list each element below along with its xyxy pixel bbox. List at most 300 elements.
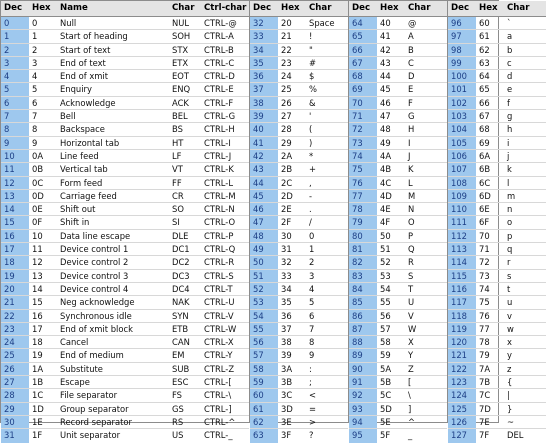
dec-cell: 54 bbox=[250, 310, 278, 322]
ctrl-char-cell: CTRL-G bbox=[204, 111, 236, 122]
char-cell: DC3 bbox=[172, 270, 190, 281]
char-cell: k bbox=[507, 164, 512, 175]
name-cell: Data line escape bbox=[60, 230, 131, 241]
table-row bbox=[448, 429, 546, 442]
hex-cell: 22 bbox=[281, 44, 292, 55]
char-cell: 6 bbox=[309, 310, 315, 321]
table-row bbox=[349, 97, 447, 110]
dec-cell: 77 bbox=[349, 190, 377, 202]
hex-cell: 52 bbox=[380, 257, 391, 268]
char-cell: N bbox=[408, 204, 415, 215]
hex-cell: 48 bbox=[380, 124, 391, 135]
dec-cell: 25 bbox=[1, 349, 29, 361]
char-cell: { bbox=[507, 377, 513, 388]
dec-cell: 109 bbox=[448, 190, 476, 202]
table-row bbox=[349, 57, 447, 70]
hex-cell: 7A bbox=[479, 363, 491, 374]
hex-cell: 2A bbox=[281, 150, 293, 161]
ctrl-char-cell: CTRL-P bbox=[204, 230, 234, 241]
header-dec: Dec bbox=[250, 1, 278, 16]
table-row bbox=[1, 137, 249, 150]
hex-cell: 6B bbox=[479, 164, 491, 175]
char-cell: O bbox=[408, 217, 415, 228]
hex-cell: 0F bbox=[32, 217, 43, 228]
header-dec: Dec bbox=[349, 1, 377, 16]
hex-cell: 46 bbox=[380, 97, 391, 108]
dec-cell: 102 bbox=[448, 97, 476, 109]
header-hex: Hex bbox=[32, 3, 51, 13]
name-cell: Device control 4 bbox=[60, 283, 129, 294]
hex-cell: 6C bbox=[479, 177, 491, 188]
ctrl-char-cell: CTRL-E bbox=[204, 84, 234, 95]
char-cell: SOH bbox=[172, 31, 191, 42]
table-row bbox=[448, 44, 546, 57]
table-row bbox=[250, 349, 348, 362]
table-row bbox=[448, 283, 546, 296]
char-cell: 0 bbox=[309, 230, 315, 241]
hex-cell: 32 bbox=[281, 257, 292, 268]
hex-cell: 58 bbox=[380, 337, 391, 348]
name-cell: Horizontal tab bbox=[60, 137, 120, 148]
hex-cell: 38 bbox=[281, 337, 292, 348]
name-cell: Null bbox=[60, 18, 77, 28]
char-cell: 8 bbox=[309, 337, 315, 348]
dec-cell: 96 bbox=[448, 17, 476, 29]
dec-cell: 66 bbox=[349, 44, 377, 56]
hex-cell: 15 bbox=[32, 297, 43, 308]
table-header bbox=[349, 1, 447, 17]
char-cell: q bbox=[507, 244, 513, 255]
hex-cell: 50 bbox=[380, 230, 391, 241]
char-cell: LF bbox=[172, 150, 182, 161]
char-cell: y bbox=[507, 350, 512, 361]
hex-cell: 23 bbox=[281, 57, 292, 68]
hex-cell: 6E bbox=[479, 204, 490, 215]
table-row bbox=[448, 123, 546, 136]
ctrl-char-cell: CTRL-J bbox=[204, 150, 232, 161]
dec-cell: 113 bbox=[448, 243, 476, 255]
hex-cell: 25 bbox=[281, 84, 292, 95]
char-cell: CAN bbox=[172, 337, 190, 348]
char-cell: G bbox=[408, 111, 415, 122]
name-cell: End of xmit bbox=[60, 71, 109, 82]
table-row bbox=[250, 137, 348, 150]
ctrl-char-cell: CTRL-H bbox=[204, 124, 235, 135]
table-row bbox=[1, 376, 249, 389]
table-row bbox=[250, 70, 348, 83]
hex-cell: 6A bbox=[479, 150, 491, 161]
hex-cell: 5A bbox=[380, 363, 392, 374]
header-char: Char bbox=[172, 3, 195, 13]
dec-cell: 92 bbox=[349, 389, 377, 401]
dec-cell: 60 bbox=[250, 389, 278, 401]
table-row bbox=[1, 123, 249, 136]
hex-cell: 61 bbox=[479, 31, 490, 42]
table-header bbox=[1, 1, 249, 17]
dec-cell: 73 bbox=[349, 137, 377, 149]
table-row bbox=[448, 243, 546, 256]
char-cell: S bbox=[408, 270, 414, 281]
dec-cell: 57 bbox=[250, 349, 278, 361]
ctrl-char-cell: CTRL-W bbox=[204, 323, 237, 334]
table-row bbox=[349, 70, 447, 83]
hex-cell: 67 bbox=[479, 111, 490, 122]
table-row bbox=[349, 349, 447, 362]
char-cell: DEL bbox=[507, 430, 524, 441]
table-row bbox=[448, 150, 546, 163]
table-row bbox=[349, 270, 447, 283]
dec-cell: 63 bbox=[250, 429, 278, 442]
char-cell: i bbox=[507, 137, 510, 148]
char-cell: Space bbox=[309, 18, 335, 28]
dec-cell: 126 bbox=[448, 416, 476, 428]
dec-cell: 40 bbox=[250, 123, 278, 135]
char-cell: o bbox=[507, 217, 513, 228]
dec-cell: 80 bbox=[349, 230, 377, 242]
char-cell: ; bbox=[309, 377, 312, 388]
name-cell: Neg acknowledge bbox=[60, 297, 135, 308]
dec-cell: 1 bbox=[1, 30, 29, 42]
char-cell: EM bbox=[172, 350, 185, 361]
table-row bbox=[448, 310, 546, 323]
char-cell: J bbox=[408, 150, 411, 161]
dec-cell: 69 bbox=[349, 83, 377, 95]
table-row bbox=[448, 203, 546, 216]
table-row bbox=[349, 403, 447, 416]
hex-cell: 68 bbox=[479, 124, 490, 135]
hex-cell: 75 bbox=[479, 297, 490, 308]
hex-cell: 3C bbox=[281, 390, 293, 401]
name-cell: Substitute bbox=[60, 363, 103, 374]
dec-cell: 10 bbox=[1, 150, 29, 162]
table-row bbox=[250, 416, 348, 429]
table-row bbox=[1, 349, 249, 362]
table-row bbox=[250, 177, 348, 190]
hex-cell: 49 bbox=[380, 137, 391, 148]
char-cell: T bbox=[408, 283, 414, 294]
char-cell: . bbox=[309, 204, 312, 215]
hex-cell: 12 bbox=[32, 257, 43, 268]
table-row bbox=[1, 190, 249, 203]
table-row bbox=[448, 416, 546, 429]
char-cell: = bbox=[309, 403, 317, 414]
char-cell: ^ bbox=[408, 416, 416, 427]
char-cell: w bbox=[507, 323, 514, 334]
dec-cell: 107 bbox=[448, 163, 476, 175]
char-cell: CR bbox=[172, 190, 184, 201]
header-dec: Dec bbox=[448, 1, 476, 16]
dec-cell: 110 bbox=[448, 203, 476, 215]
char-cell: SUB bbox=[172, 363, 190, 374]
dec-cell: 100 bbox=[448, 70, 476, 82]
char-cell: b bbox=[507, 44, 513, 55]
table-row bbox=[1, 70, 249, 83]
char-cell: STX bbox=[172, 44, 189, 55]
dec-cell: 19 bbox=[1, 270, 29, 282]
header-hex: Hex bbox=[380, 3, 399, 13]
char-cell: VT bbox=[172, 164, 183, 175]
ctrl-char-cell: CTRL-K bbox=[204, 164, 234, 175]
printable-chars-block-1 bbox=[250, 1, 349, 441]
char-cell: V bbox=[408, 310, 414, 321]
char-cell: & bbox=[309, 97, 316, 108]
hex-cell: 1 bbox=[32, 31, 38, 42]
char-cell: US bbox=[172, 430, 184, 441]
hex-cell: 5B bbox=[380, 377, 392, 388]
ctrl-char-cell: CTRL-S bbox=[204, 270, 234, 281]
dec-cell: 72 bbox=[349, 123, 377, 135]
dec-cell: 52 bbox=[250, 283, 278, 295]
hex-cell: 27 bbox=[281, 111, 292, 122]
dec-cell: 15 bbox=[1, 216, 29, 228]
hex-cell: 55 bbox=[380, 297, 391, 308]
dec-cell: 108 bbox=[448, 177, 476, 189]
dec-cell: 21 bbox=[1, 296, 29, 308]
table-row bbox=[349, 363, 447, 376]
hex-cell: 36 bbox=[281, 310, 292, 321]
char-cell: * bbox=[309, 150, 314, 161]
hex-cell: 71 bbox=[479, 244, 490, 255]
dec-cell: 97 bbox=[448, 30, 476, 42]
char-cell: f bbox=[507, 97, 510, 108]
hex-cell: 2E bbox=[281, 204, 292, 215]
hex-cell: 63 bbox=[479, 57, 490, 68]
table-row bbox=[250, 310, 348, 323]
dec-cell: 67 bbox=[349, 57, 377, 69]
hex-cell: 7D bbox=[479, 403, 491, 414]
table-row bbox=[349, 150, 447, 163]
char-cell: SYN bbox=[172, 310, 189, 321]
ctrl-char-cell: CTRL-F bbox=[204, 97, 234, 108]
table-row bbox=[250, 403, 348, 416]
char-cell: DC2 bbox=[172, 257, 190, 268]
char-cell: D bbox=[408, 71, 415, 82]
table-row bbox=[349, 83, 447, 96]
name-cell: File separator bbox=[60, 390, 118, 401]
dec-cell: 58 bbox=[250, 363, 278, 375]
hex-cell: 51 bbox=[380, 244, 391, 255]
char-cell: B bbox=[408, 44, 414, 55]
table-row bbox=[349, 243, 447, 256]
table-row bbox=[250, 216, 348, 229]
char-cell: p bbox=[507, 230, 513, 241]
name-cell: Vertical tab bbox=[60, 164, 108, 175]
dec-cell: 28 bbox=[1, 389, 29, 401]
hex-cell: 17 bbox=[32, 323, 43, 334]
name-cell: Unit separator bbox=[60, 430, 121, 441]
table-row bbox=[250, 57, 348, 70]
hex-cell: 45 bbox=[380, 84, 391, 95]
hex-cell: 7B bbox=[479, 377, 491, 388]
dec-cell: 51 bbox=[250, 270, 278, 282]
table-row bbox=[1, 177, 249, 190]
char-cell: ) bbox=[309, 137, 313, 148]
dec-cell: 48 bbox=[250, 230, 278, 242]
dec-cell: 55 bbox=[250, 323, 278, 335]
table-row bbox=[250, 30, 348, 43]
table-row bbox=[250, 336, 348, 349]
hex-cell: 59 bbox=[380, 350, 391, 361]
table-row bbox=[448, 389, 546, 402]
table-row bbox=[448, 270, 546, 283]
char-cell: # bbox=[309, 57, 317, 68]
name-cell: End of medium bbox=[60, 350, 124, 361]
table-row bbox=[448, 110, 546, 123]
hex-cell: 0B bbox=[32, 164, 44, 175]
dec-cell: 6 bbox=[1, 97, 29, 109]
char-cell: : bbox=[309, 363, 312, 374]
char-cell: s bbox=[507, 270, 512, 281]
name-cell: Start of heading bbox=[60, 31, 128, 42]
table-row bbox=[250, 150, 348, 163]
hex-cell: 1B bbox=[32, 377, 44, 388]
hex-cell: 0D bbox=[32, 190, 44, 201]
dec-cell: 61 bbox=[250, 403, 278, 415]
char-cell: r bbox=[507, 257, 511, 268]
char-cell: g bbox=[507, 111, 513, 122]
dec-cell: 26 bbox=[1, 363, 29, 375]
char-cell: t bbox=[507, 283, 511, 294]
ctrl-char-cell: CTRL-_ bbox=[204, 430, 233, 441]
hex-cell: 3D bbox=[281, 403, 293, 414]
table-row bbox=[250, 270, 348, 283]
hex-cell: 4C bbox=[380, 177, 392, 188]
table-row bbox=[250, 44, 348, 57]
dec-cell: 124 bbox=[448, 389, 476, 401]
ctrl-char-cell: CTRL-R bbox=[204, 257, 235, 268]
hex-cell: 3A bbox=[281, 363, 293, 374]
table-row bbox=[1, 57, 249, 70]
dec-cell: 45 bbox=[250, 190, 278, 202]
char-cell: 9 bbox=[309, 350, 315, 361]
table-row bbox=[250, 296, 348, 309]
table-row bbox=[1, 323, 249, 336]
hex-cell: 2 bbox=[32, 44, 38, 55]
dec-cell: 104 bbox=[448, 123, 476, 135]
dec-cell: 65 bbox=[349, 30, 377, 42]
table-header bbox=[250, 1, 348, 17]
hex-cell: 6 bbox=[32, 97, 38, 108]
hex-cell: 4E bbox=[380, 204, 391, 215]
table-row bbox=[349, 296, 447, 309]
char-cell: } bbox=[507, 403, 513, 414]
dec-cell: 64 bbox=[349, 17, 377, 29]
hex-cell: 7E bbox=[479, 416, 490, 427]
table-row bbox=[448, 177, 546, 190]
table-row bbox=[250, 203, 348, 216]
char-cell: % bbox=[309, 84, 317, 95]
char-cell: R bbox=[408, 257, 414, 268]
char-cell: z bbox=[507, 363, 512, 374]
dec-cell: 120 bbox=[448, 336, 476, 348]
char-cell: + bbox=[309, 164, 317, 175]
header-name: Name bbox=[60, 3, 88, 13]
dec-cell: 88 bbox=[349, 336, 377, 348]
hex-cell: 5E bbox=[380, 416, 391, 427]
hex-cell: 18 bbox=[32, 337, 43, 348]
char-cell: 2 bbox=[309, 257, 315, 268]
dec-cell: 11 bbox=[1, 163, 29, 175]
dec-cell: 14 bbox=[1, 203, 29, 215]
dec-cell: 46 bbox=[250, 203, 278, 215]
dec-cell: 31 bbox=[1, 429, 29, 442]
ctrl-char-cell: CTRL-\ bbox=[204, 390, 232, 401]
dec-cell: 41 bbox=[250, 137, 278, 149]
dec-cell: 7 bbox=[1, 110, 29, 122]
hex-cell: 5F bbox=[380, 430, 391, 441]
hex-cell: 72 bbox=[479, 257, 490, 268]
dec-cell: 103 bbox=[448, 110, 476, 122]
hex-cell: 14 bbox=[32, 283, 43, 294]
dec-cell: 18 bbox=[1, 256, 29, 268]
table-row bbox=[1, 363, 249, 376]
dec-cell: 37 bbox=[250, 83, 278, 95]
ctrl-char-cell: CTRL-M bbox=[204, 190, 236, 201]
hex-cell: 1E bbox=[32, 416, 43, 427]
dec-cell: 44 bbox=[250, 177, 278, 189]
dec-cell: 118 bbox=[448, 310, 476, 322]
dec-cell: 76 bbox=[349, 177, 377, 189]
char-cell: v bbox=[507, 310, 512, 321]
hex-cell: 43 bbox=[380, 57, 391, 68]
name-cell: Backspace bbox=[60, 124, 105, 135]
dec-cell: 105 bbox=[448, 137, 476, 149]
table-row bbox=[349, 323, 447, 336]
dec-cell: 125 bbox=[448, 403, 476, 415]
hex-cell: 2F bbox=[281, 217, 292, 228]
dec-cell: 106 bbox=[448, 150, 476, 162]
hex-cell: 44 bbox=[380, 71, 391, 82]
dec-cell: 85 bbox=[349, 296, 377, 308]
hex-cell: 56 bbox=[380, 310, 391, 321]
char-cell: W bbox=[408, 323, 417, 334]
char-cell: Z bbox=[408, 363, 414, 374]
hex-cell: 1D bbox=[32, 403, 44, 414]
char-cell: ? bbox=[309, 430, 314, 441]
dec-cell: 22 bbox=[1, 310, 29, 322]
header-char: Char bbox=[507, 3, 530, 13]
char-cell: FF bbox=[172, 177, 182, 188]
table-row bbox=[349, 256, 447, 269]
ctrl-char-cell: CTRL-T bbox=[204, 283, 233, 294]
char-cell: 4 bbox=[309, 283, 315, 294]
char-cell: SI bbox=[172, 217, 180, 228]
dec-cell: 122 bbox=[448, 363, 476, 375]
table-row bbox=[1, 256, 249, 269]
hex-cell: 4 bbox=[32, 71, 38, 82]
char-cell: DC4 bbox=[172, 283, 190, 294]
table-row bbox=[349, 283, 447, 296]
dec-cell: 117 bbox=[448, 296, 476, 308]
hex-cell: 73 bbox=[479, 270, 490, 281]
char-cell: ] bbox=[408, 403, 412, 414]
dec-cell: 114 bbox=[448, 256, 476, 268]
hex-cell: 69 bbox=[479, 137, 490, 148]
hex-cell: 40 bbox=[380, 18, 391, 28]
name-cell: Shift in bbox=[60, 217, 90, 228]
hex-cell: 77 bbox=[479, 323, 490, 334]
hex-cell: 7 bbox=[32, 111, 38, 122]
char-cell: < bbox=[309, 390, 317, 401]
ctrl-char-cell: CTRL-^ bbox=[204, 416, 236, 427]
ctrl-char-cell: CTRL-D bbox=[204, 71, 235, 82]
hex-cell: 35 bbox=[281, 297, 292, 308]
dec-cell: 112 bbox=[448, 230, 476, 242]
char-cell: FS bbox=[172, 390, 182, 401]
table-row bbox=[1, 203, 249, 216]
char-cell: H bbox=[408, 124, 415, 135]
table-row bbox=[349, 230, 447, 243]
